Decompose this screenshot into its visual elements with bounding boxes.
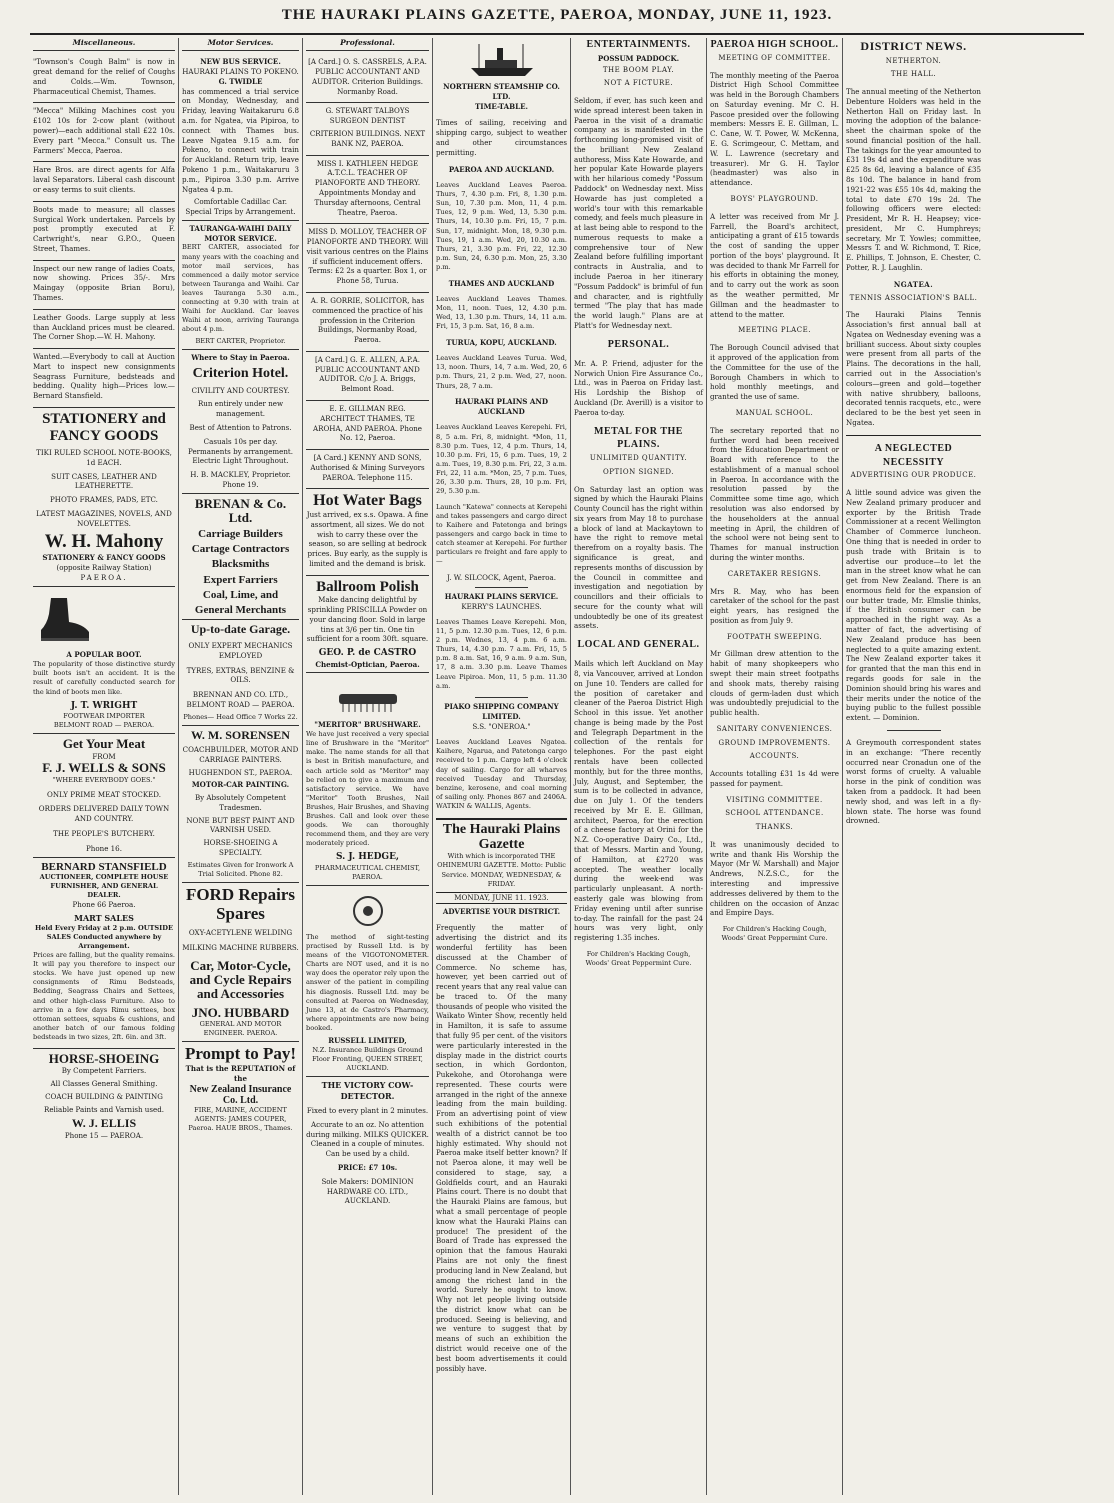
stationery-line: LATEST MAGAZINES, NOVELS, AND NOVELETTES. bbox=[36, 508, 172, 528]
route-note: Launch "Katewa" connects at Kerepehi and takes passengers and cargo direct to Kaihere and Patetonga and brings passengers and cargo back in time to catch steamer at Kerepehi. For further particulars re freight and fare apply to— bbox=[436, 502, 567, 566]
ad-nz-insurance bbox=[182, 1042, 299, 1136]
ellis-phone: Phone 15 — PAEROA. bbox=[64, 1130, 144, 1140]
column-6 bbox=[706, 38, 842, 1495]
horse-title: HORSE-SHOEING bbox=[48, 1051, 160, 1067]
column-1 bbox=[30, 38, 178, 1495]
timetable-title: TIME-TABLE. bbox=[474, 101, 528, 111]
stansfield-name: BERNARD STANSFIELD bbox=[41, 860, 167, 873]
divider bbox=[846, 435, 981, 436]
footpath-title: FOOTPATH SWEEPING. bbox=[726, 632, 823, 641]
ad-text: [A Card.] O. S. CASSRELS, A.P.A. PUBLIC ACCOUNTANT AND AUDITOR. Criterion Buildings. Normanby Road. bbox=[308, 57, 427, 96]
stansfield-phone: Phone 66 Paeroa. bbox=[72, 899, 136, 909]
ad-text: Inspect our new range of ladies Coats, now showing. Prices 35/-. Mrs Maingay (opposite Brian Boru), Thames. bbox=[33, 263, 175, 302]
bags-title: Hot Water Bags bbox=[313, 492, 422, 510]
hall-title: THE HALL. bbox=[890, 70, 937, 79]
ad-text: "Mecca" Milking Machines cost you £102 10s for 2-cow plant (without power)—each additional stall £22 10s. Every part "Mecca." Consult us. The Farmers' Mecca, Paeroa. bbox=[33, 106, 175, 155]
cadillac-text: Comfortable Cadillac Car. Special Trips by Arrangement. bbox=[185, 197, 296, 217]
masthead-rule bbox=[30, 33, 1084, 35]
ground-title: GROUND IMPROVEMENTS. bbox=[718, 738, 831, 747]
hotel-name: Criterion Hotel. bbox=[192, 366, 289, 382]
sorensen-line: By Absolutely Competent Tradesmen. bbox=[194, 793, 287, 812]
netherton-title: NETHERTON. bbox=[885, 56, 942, 65]
tennis-title: TENNIS ASSOCIATION'S BALL. bbox=[849, 293, 978, 302]
ad-text: Hare Bros. are direct agents for Alfa laval Separators. Liberal cash discount or easy terms to suit clients. bbox=[33, 165, 175, 194]
russell-name: RUSSELL LIMITED, bbox=[328, 1035, 407, 1045]
ad-sorensen bbox=[182, 726, 299, 883]
stansfield-sub: AUCTIONEER, COMPLETE HOUSE FURNISHER, AND GENERAL DEALER. bbox=[39, 872, 169, 899]
horse-line: COACH BUILDING & PAINTING bbox=[45, 1091, 163, 1101]
wells-line: ONLY PRIME MEAT STOCKED. bbox=[47, 789, 161, 799]
insurance-sub: FIRE, MARINE, ACCIDENT bbox=[194, 1105, 287, 1114]
ad-leather-goods bbox=[33, 310, 175, 349]
garage-line: Phones— Head Office 7 Works 22. bbox=[183, 712, 298, 721]
route-text: Leaves Auckland Leaves Kerepehi. Fri, 8, 5 a.m. Fri, 8, midnight. *Mon, 11, 8.30 p.m. Tues, 12, 4 p.m. Thurs, 14, 10.30 p.m. Fri, 15, 6 p.m. Tues, 19, 2 a.m. Tues, 19, 8.30 p.m. Fri, 22, 3 a.m. Fri, 22, 11 a.m. *Mon, 25, 7 p.m. Tues, 26, 3.30 p.m. Thurs, 28, 10 p.m. Fri, 29, 5.30 p.m. bbox=[436, 423, 567, 496]
caretaker-text: Mrs R. May, who has been caretaker of the school for the past eight years, has resigned the position as from July 9. bbox=[710, 586, 839, 625]
ad-bus-service bbox=[182, 54, 299, 221]
district-news-title: DISTRICT NEWS. bbox=[860, 39, 967, 53]
castro-sub: Chemist-Optician, Paeroa. bbox=[315, 659, 420, 669]
thanks-title: THANKS. bbox=[755, 823, 794, 832]
meat-from: FROM bbox=[92, 751, 116, 761]
ad-brenan bbox=[182, 494, 299, 620]
ad-maingay bbox=[33, 261, 175, 310]
hauraki-service-title: HAURAKI PLAINS SERVICE. bbox=[444, 591, 559, 601]
route-text: Leaves Auckland Leaves Turua. Wed, 13, noon. Thurs, 14, 7 a.m. Wed, 20, 6 p.m. Thurs, 21, 2 p.m. Wed, 27, noon. Thurs, 28, 7 a.m. bbox=[436, 354, 567, 390]
column-3 bbox=[302, 38, 432, 1495]
wells-line: THE PEOPLE'S BUTCHERY. bbox=[53, 829, 155, 839]
editorial-title: ADVERTISE YOUR DISTRICT. bbox=[442, 906, 561, 916]
hedge-name: S. J. HEDGE, bbox=[335, 852, 400, 863]
wells-name: F. J. WELLS & SONS bbox=[42, 760, 166, 776]
ad-text: MISS I. KATHLEEN HEDGE A.T.C.L. TEACHER OF PIANOFORTE AND THEORY. Appointments Monday and Thursday afternoons, Central Theatre, Paeroa. bbox=[314, 158, 421, 217]
horse-line: Reliable Paints and Varnish used. bbox=[43, 1104, 165, 1114]
ad-talboys bbox=[306, 103, 429, 155]
piako-title: PIAKO SHIPPING COMPANY LIMITED. bbox=[444, 702, 559, 722]
route-text: Leaves Auckland Leaves Paeroa. Thurs, 7, 4.30 p.m. Fri, 8, 1.30 p.m. Sun, 10, 7.30 p.m. Mon, 11, 4 p.m. Tues, 12, 9 p.m. Wed, 13, 5.30 p.m. Thurs, 14, 10.30 p.m. Fri, 15, 7 p.m. Sun, 17, midnight. Mon, 18, 9.30 p.m. Tues, 19, 1 a.m. Wed, 20, 10.30 a.m. Thurs, 21, 3.30 p.m. Fri, 22, 12.30 p.m. Sun, 24, 6.30 p.m. Mon, 25, 3.30 p.m. bbox=[436, 181, 567, 271]
russell-sub: N.Z. Insurance Buildings Ground Floor Fronting, QUEEN STREET, AUCKLAND. bbox=[312, 1045, 423, 1072]
wright-sub: FOOTWEAR IMPORTER bbox=[63, 712, 145, 721]
brenan-line: Cartage Contractors bbox=[191, 543, 290, 556]
victory-line: Accurate to an oz. No attention during milking. MILKS QUICKER. Cleaned in a couple of minutes. Can be used by a child. bbox=[306, 1119, 429, 1159]
ad-mecca bbox=[33, 103, 175, 162]
caretaker-title: CARETAKER RESIGNS. bbox=[727, 569, 822, 578]
section-header-miscellaneous: Miscellaneous. bbox=[33, 38, 175, 51]
silcock-agent: J. W. SILCOCK, Agent, Paeroa. bbox=[446, 573, 557, 582]
ad-text: [A Card.] G. E. ALLEN, A.P.A. PUBLIC ACCOUNTANT AND AUDITOR. C/o J. A. Briggs, Belmont Road. bbox=[315, 354, 420, 394]
entertainments-title: ENTERTAINMENTS. bbox=[586, 39, 691, 50]
garage-line: TYRES, EXTRAS, BENZINE & OILS. bbox=[186, 665, 295, 685]
ad-townson bbox=[33, 54, 175, 103]
hotel-line: Run entirely under new management. bbox=[197, 399, 284, 419]
hacking-cough-ad: For Children's Hacking Cough, Woods' Great Peppermint Cure. bbox=[721, 925, 828, 943]
mart-title: MART SALES bbox=[74, 912, 134, 923]
manual-school-title: MANUAL SCHOOL. bbox=[735, 408, 814, 417]
garage-title: Up-to-date Garage. bbox=[190, 621, 291, 636]
mahony-town: PAEROA. bbox=[80, 572, 128, 582]
hotel-line: Casuals 10s per day. Permanents by arrangement. Electric Light Throughout. bbox=[187, 436, 294, 466]
sorensen-line: Estimates Given for Ironwork A Trial Solicited. Phone 82. bbox=[187, 860, 294, 878]
kerrys-title: KERRY'S LAUNCHES. bbox=[461, 601, 542, 611]
horse-line: All Classes General Smithing. bbox=[50, 1079, 158, 1089]
ad-wright-boot bbox=[33, 587, 175, 735]
possum-sub: THE BOOM PLAY. bbox=[602, 65, 675, 74]
ad-victory-cow-detector bbox=[306, 1077, 429, 1209]
personal-title: PERSONAL. bbox=[607, 338, 670, 350]
ad-cassrels bbox=[306, 54, 429, 103]
ad-gillman bbox=[306, 401, 429, 450]
route-title: HAURAKI PLAINS AND AUCKLAND bbox=[454, 397, 549, 417]
ad-meritor bbox=[306, 673, 429, 886]
mahony-address: (opposite Railway Station) bbox=[56, 563, 152, 573]
ad-text: "Townson's Cough Balm" is now in great demand for the relief of Coughs and Colds.—Wm. Townson, Pharmaceutical Chemist, Thames. bbox=[33, 57, 175, 96]
ad-gorrie bbox=[306, 293, 429, 352]
column-5 bbox=[570, 38, 706, 1495]
steamship-icon bbox=[467, 40, 537, 80]
insurance-name: New Zealand Insurance Co. Ltd. bbox=[189, 1083, 292, 1106]
sorensen-line: COACHBUILDER, MOTOR AND CARRIAGE PAINTERS. bbox=[182, 744, 299, 764]
meeting-place-title: MEETING PLACE. bbox=[738, 326, 811, 335]
attendance-title: SCHOOL ATTENDANCE. bbox=[725, 809, 824, 818]
ad-russell-vigotonometer bbox=[306, 886, 429, 1077]
ad-text: Wanted.—Everybody to call at Auction Mart to inspect new consignments Seagrass Furniture, bedsteads and bedding. Quality high—Prices low.—Bernard Stansfield. bbox=[33, 352, 175, 401]
boys-playground-title: BOYS' PLAYGROUND. bbox=[730, 195, 819, 204]
ad-criterion-hotel bbox=[182, 350, 299, 493]
possum-paddock-title: POSSUM PADDOCK. bbox=[597, 53, 680, 63]
ad-kenny bbox=[306, 450, 429, 489]
route-title: THAMES AND AUCKLAND bbox=[448, 278, 555, 288]
greymouth-text: A Greymouth correspondent states in an exchange: "There recently occurred near Cronadun one of the worst forms of cruelty. A valuable horse in the pink of condition was taken from a paddock. It had been newly shod, and was left in a fly-blown state. The horse was found drowned. bbox=[846, 738, 981, 826]
wells-slogan: "WHERE EVERYBODY GOES." bbox=[52, 775, 156, 784]
gazette-title: The Hauraki Plains Gazette bbox=[442, 821, 561, 852]
hubbard-name: JNO. HUBBARD bbox=[191, 1004, 290, 1020]
brenan-line: Blacksmiths bbox=[211, 558, 270, 571]
column-4 bbox=[432, 38, 570, 1495]
ad-molloy bbox=[306, 224, 429, 293]
divider bbox=[475, 587, 527, 588]
mart-body: Prices are falling, but the quality remains. It will pay you therefore to inspect our stocks. We have just opened up new consignments of Rimu Bedsteads, Bedding, Seagrass Chairs and Settees, and other high-class Furniture. Also to arrive in a few days Rimu settees, box ottoman settees, squabs & cushions, and another batch of our famous folding bedsteads in two sizes, 2ft. 6in. and 3ft. bbox=[33, 951, 175, 1041]
ad-text: G. STEWART TALBOYS SURGEON DENTIST bbox=[325, 106, 410, 126]
victory-title: THE VICTORY COW-DETECTOR. bbox=[321, 1080, 414, 1102]
boot-icon bbox=[33, 594, 93, 644]
sorensen-name: W. M. SORENSEN bbox=[191, 727, 290, 742]
hotel-line: Best of Attention to Patrons. bbox=[189, 422, 292, 432]
brenan-line: Carriage Builders bbox=[198, 528, 283, 541]
high-school-title: PAEROA HIGH SCHOOL. bbox=[710, 39, 839, 50]
visiting-title: VISITING COMMITTEE. bbox=[726, 795, 823, 804]
victory-line: Fixed to every plant in 2 minutes. bbox=[306, 1106, 429, 1116]
kerrys-text: Leaves Thames Leave Kerepehi. Mon, 11, 5 p.m. 12.30 p.m. Tues, 12, 6 p.m. 2 p.m. Wednes, 13, 4 p.m. 6 a.m. Thurs, 14, 4.30 p.m. 7 a.m. Fri, 15, 5 p.m. 8 a.m. Sat, 16, 9 a.m. 9 a.m. Sun, 17, 8 a.m. 3.30 p.m. Leave Thames Leave Pipiroa. Mon, 11, 5 p.m. 11.30 a.m. bbox=[436, 617, 567, 690]
ad-text: Leather Goods. Large supply at less than Auckland prices must be cleared. The Corner Shop.—W. H. Mahony. bbox=[33, 312, 175, 342]
high-school-sub: MEETING OF COMMITTEE. bbox=[718, 53, 831, 62]
ad-text: [A Card.] KENNY AND SONS, Authorised & Mining Surveyors PAEROA. Telephone 115. bbox=[310, 453, 425, 482]
ad-cartwright bbox=[33, 202, 175, 261]
ad-allen bbox=[306, 352, 429, 401]
bus-text: has commenced a trial service on Monday, Wednesday, and Friday, leaving Waitakaruru 6.8 a.m. for Ngatea, via Pipiroa, to connect with Thames bus. Leave Ngatea 9.15 a.m. for Pokeno, to connect with train for Auckland. Return trip, leave Pokeno 1 p.m., Waitakaruru 3 p.m., Pipiroa 3.30 p.m. Arrive Ngatea 4 p.m. bbox=[182, 86, 299, 194]
ford-line: MILKING MACHINE RUBBERS. bbox=[182, 943, 299, 953]
tauranga-title: TAURANGA-WAIHI DAILY MOTOR SERVICE. bbox=[189, 223, 292, 243]
hubbard-sub: GENERAL AND MOTOR ENGINEER. PAEROA. bbox=[199, 1020, 282, 1038]
stationery-line: PHOTO FRAMES, PADS, ETC. bbox=[50, 495, 158, 505]
route-text: Leaves Auckland Leaves Thames. Mon, 11, noon. Tues, 12, 4.30 p.m. Wed, 13, 1.30 p.m. Thurs, 14, 11 a.m. Fri, 15, 3 p.m. Sat, 16, 8 a.m. bbox=[436, 294, 567, 331]
ad-wells-butchery bbox=[33, 734, 175, 857]
ad-garage bbox=[182, 620, 299, 726]
accounts-text: Accounts totalling £31 1s 4d were passed for payment. bbox=[710, 769, 839, 788]
hacking-cough-ad: For Children's Hacking Cough, Woods' Great Peppermint Cure. bbox=[585, 949, 692, 968]
garage-line: BELMONT ROAD — PAEROA. bbox=[186, 699, 295, 709]
timetable-intro: Times of sailing, receiving and shipping cargo, subject to weather and other circumstances permitting. bbox=[436, 118, 567, 157]
thanks-text: It was unanimously decided to write and thank His Worship the Mayor (Mr W. Marshall) and Major Andrews, N.Z.S.C., for the interesting and impressive addresses delivered by them to the children on the occasion of Anzac and Empire Days. bbox=[710, 839, 839, 918]
sorensen-line: HUGHENDON ST., PAEROA. bbox=[188, 767, 293, 777]
local-general-text: Mails which left Auckland on May 8, via Vancouver, arrived at London on June 10. Tenders are called for the position of caretaker and cleaner of the Paeroa District High School in this issue. Yet another change is being made by the Post and Telegraph Department in the collection of the rentals for telephones. For the past eight rentals have been collected monthly, but for the three months, July, August, and September, the sum is to be collected in advance, due on July 1. Of the tenders received by Mr E. E. Gillman, architect, Paeroa, for the erection of a cheese factory at Orini for the N.Z. Co-operative Dairy Co., Ltd., that of Messrs. Martin and Young, of Hamilton, at £2720 was accepted. The weather locally during the week-end was particularly unpleasant. A north-easterly gale was blowing from Friday evening until after sunrise to-day. The rainfall for the past 24 hours was very light, only registering 1.35 inches. bbox=[574, 659, 703, 943]
ngatea-title: NGATEA. bbox=[893, 279, 934, 289]
hotel-owner: H. B. MACKLEY, Proprietor. Phone 19. bbox=[190, 470, 291, 489]
vigotonometer-text: The method of sight-testing practised by Russell Ltd. is by means of the VIGOTONOMETER. Charts are NOT used, and it is no way does the operator rely upon the answer of the patient in compiling his diagnosis. Russell Ltd. may be consulted at Paeroa on Wednesday, June 13, at de Castro's Pharmacy, where appointments are now being booked. bbox=[306, 932, 429, 1032]
gazette-sub: With which is incorporated THE OHINEMURI GAZETTE. Motto: Public Service. MONDAY, WEDNESDAY, & FRIDAY. bbox=[437, 852, 566, 888]
wells-line: Phone 16. bbox=[86, 843, 122, 853]
tennis-text: The Hauraki Plains Tennis Association's first annual ball at Ngatea on Wednesday evening was a brilliant success. About sixty couples were present from all parts of the Plains. The decorations in the hall, carried out in the Association's colours—green and gold—together with native shrubbery, balloons, decorated tennis racquets, etc., were declared to be the best yet seen in Ngatea. bbox=[846, 310, 981, 427]
ad-hedge-teacher bbox=[306, 156, 429, 225]
wright-name: J. T. WRIGHT bbox=[70, 700, 138, 711]
castro-name: GEO. P. de CASTRO bbox=[318, 648, 417, 659]
ad-ballroom-polish bbox=[306, 576, 429, 674]
stay-title: Where to Stay in Paeroa. bbox=[191, 353, 290, 363]
sorensen-line: HORSE-SHOEING A SPECIALTY. bbox=[203, 838, 278, 857]
victory-line: PRICE: £7 10s. bbox=[337, 1163, 398, 1172]
insurance-agents: AGENTS: JAMES COUPER, Paeroa. HAUE BROS., Thames. bbox=[188, 1114, 293, 1132]
ad-text: A. R. GORRIE, SOLICITOR, has commenced the practice of his profession in the Criterion Buildings, Normanby Road, Paeroa. bbox=[310, 295, 425, 345]
divider bbox=[436, 818, 567, 820]
stationery-line: TIKI RULED SCHOOL NOTE-BOOKS, 1d EACH. bbox=[36, 448, 172, 467]
necessity-sub: ADVERTISING OUR PRODUCE. bbox=[850, 471, 977, 480]
meat-title: Get Your Meat bbox=[62, 736, 146, 752]
section-header-motor-services: Motor Services. bbox=[182, 38, 299, 51]
divider bbox=[475, 697, 527, 698]
ad-text: E. E. GILLMAN REG. ARCHITECT THAMES, TE AROHA, AND PAEROA. Phone No. 12, Paeroa. bbox=[313, 404, 422, 443]
brenan-line: Coal, Lime, and bbox=[202, 588, 279, 601]
hall-text: The annual meeting of the Netherton Debenture Holders was held in the Netherton Hall on Friday last. In moving the adoption of the balance-sheet the chairman spoke of the sound financial position of the hall. The takings for the year amounted to £31 19s 4d and the expenditure was £25 8s 6d, leaving a balance of £35 8s 10d. The balance in hand from 1921-22 was £55 10s 4d, making the total to date £70 19s 2d. The following officers were elected: President, Mr R. H. Heapsey; vice-president, Mr C. Humphreys; secretary, Mr T. Yowles; committee, Messrs T. and W. Richmond, T. Rice, E. Phillips, T. Johnson, E. Chester, C. Potter, R. J. Laughlin. bbox=[846, 86, 981, 273]
hedge-sub: PHARMACEUTICAL CHEMIST, PAEROA. bbox=[314, 863, 421, 881]
meritor-title: "MERITOR" BRUSHWARE. bbox=[314, 720, 421, 730]
local-general-title: LOCAL AND GENERAL. bbox=[577, 639, 700, 651]
ellis-name: W. J. ELLIS bbox=[71, 1116, 137, 1131]
sorensen-line: NONE BUT BEST PAINT AND VARNISH USED. bbox=[186, 815, 295, 835]
polish-text: Make dancing delightful by sprinkling PRISCILLA Powder on your dancing floor. Sold in large tins at 3/6 per tin. One tin sufficient for a room 30ft. square. bbox=[306, 595, 429, 644]
page-masthead: THE HAURAKI PLAINS GAZETTE, PAEROA, MONDAY, JUNE 11, 1923. bbox=[281, 7, 833, 23]
boot-title: A POPULAR BOOT. bbox=[66, 650, 142, 660]
ad-horse-shoeing bbox=[33, 1049, 175, 1143]
brenan-name: BRENAN & Co. Ltd. bbox=[194, 495, 287, 525]
tauranga-text: BERT CARTER, associated for many years with the coaching and motor mail services, has commenced a daily motor service between Tauranga and Waihi. Car leaves Tauranga 5.30 a.m., connecting at 9.30 with train at Waihi for Auckland. Car leaves Waihi at noon, arriving Tauranga about 4 p.m. bbox=[182, 243, 299, 334]
high-school-text: The monthly meeting of the Paeroa District High School Committee was held in the Borough Chambers on Saturday evening. Mr C. H. Pascoe presided over the following members: Messrs E. E. Gillman, L. C. Cane, W. T. Power, W. McKenna, E. G. Scrimgeour, C. Mettam, and W. L. Lawrence (secretary and treasurer). Mr G. H. Taylor (headmaster) was also in attendance. bbox=[710, 70, 839, 188]
polish-title: Ballroom Polish bbox=[316, 578, 419, 595]
prompt-title: Prompt to Pay! bbox=[184, 1044, 297, 1064]
editorial-text: Frequently the matter of advertising the district and its wonderful fertility has been discussed at the Chamber of Commerce. No scheme has, however, yet been carried out of recent years that any real value can be traced to. Of the many thousands of people who visited the Waikato Winter Show, recently held in Hamilton, it is safe to assume that fully 95 per cent. of the visitors were particularly interested in the display made in the district courts section, in which Gordonton, Pukekohe, and Otorohanga were represented. These courts were arranged in the right of the annexe leading from the main building. From an advertising point of view such exhibitions of the potential wealth of a district cannot be too highly estimated. Why should not Paeroa make itself better known? If not Paeroa alone, it may well be considered to stage, say, a Goldfields court, and an Hauraki Plains court. There is no doubt that the Hauraki Plains are famous, but what a small percentage of people know what the Hauraki Plains can produce! The president of the Board of Trade has expressed the opinion that the famous Hauraki Plains are not only the finest producing land in New Zealand, but among the richest land in the world. Surely he ought to know. Why not let people living outside the district know what can be produced. Seeing is believing, and we venture to suggest that by means of such an exhibition the district would receive one of the best boom advertisements it could possibly have. bbox=[436, 923, 567, 1373]
bus-title: NEW BUS SERVICE. bbox=[200, 57, 281, 67]
mahony-name: W. H. Mahony bbox=[44, 531, 164, 553]
ad-stationery bbox=[33, 408, 175, 587]
entertainment-text: Seldom, if ever, has such keen and wide spread interest been taken in Paeroa in the visit of a dramatic company as is manifested in the forthcoming long-promised visit of the brilliant New Zealand authoress, Miss Kate Howarde, and her popular Kate Howarde players with her hilarious comedy "Possum Paddock" on Wednesday next. Miss Howarde has just completed a world's tour with this remarkable comedy, and feels much pleasure in at last being able to respond to the numerous requests to make a comprehensive tour of New Zealand before fulfilling important contracts in Australia, and to include Paeroa in her itinerary "Possum Paddock" is brimful of fun and character, and is rightfully termed "The play that has made the world laugh." Plans are at Platt's for Wednesday next. bbox=[574, 95, 703, 330]
ad-text: MISS D. MOLLOY, TEACHER OF PIANOFORTE AND THEORY. Will visit various centres on the Plains if sufficient inducement offers. Terms: £2 2s a quarter. Box 1, or Phone 58, Turua. bbox=[306, 227, 429, 286]
mart-text: Held Every Friday at 2 p.m. OUTSIDE SALES Conducted anywhere by Arrangement. bbox=[34, 923, 173, 950]
garage-line: BRENNAN AND CO. LTD., bbox=[192, 690, 289, 700]
metal-title: METAL FOR THE PLAINS. bbox=[594, 425, 683, 451]
tauranga-owner: BERT CARTER, Proprietor. bbox=[195, 337, 286, 346]
boys-playground-text: A letter was received from Mr J. Farrell, the Board's architect, anticipating a grant of £15 towards the cost of sanding the upper portion of the boys' playground. It was decided to thank Mr Farrell for his efforts in obtaining the money, and to carry out the work as soon as the weather permitted, Mr Gillman and the headmaster to attend to the matter. bbox=[710, 211, 839, 319]
meeting-place-text: The Borough Council advised that it approved of the application from the Committee for the use of the Borough Chambers in which to hold monthly meetings, and granted the use of same. bbox=[710, 343, 839, 402]
garage-line: ONLY EXPERT MECHANICS EMPLOYED bbox=[188, 640, 293, 660]
piako-sub: S.S. "ONEROA." bbox=[472, 721, 531, 731]
mahony-sub: STATIONERY & FANCY GOODS bbox=[42, 553, 166, 563]
ad-text: CRITERION BUILDINGS. NEXT BANK NZ, PAEROA. bbox=[309, 129, 426, 148]
hotel-line: CIVILITY AND COURTESY. bbox=[191, 385, 290, 395]
wells-line: ORDERS DELIVERED DAILY TOWN AND COUNTRY. bbox=[38, 804, 170, 824]
accounts-title: ACCOUNTS. bbox=[749, 752, 800, 761]
wright-address: BELMONT ROAD — PAEROA. bbox=[53, 721, 155, 730]
sanitary-title: SANITARY CONVENIENCES. bbox=[716, 725, 833, 734]
ford-line: OXY-ACETYLENE WELDING bbox=[188, 928, 293, 938]
stationery-line: SUIT CASES, LEATHER AND LEATHERETTE. bbox=[51, 471, 157, 491]
metal-sub: UNLIMITED QUANTITY. bbox=[589, 454, 688, 463]
boot-text: The popularity of those distinctive sturdy built boots isn't an accident. It is the result of carefully conducted search for the kind of boots men like. bbox=[33, 660, 175, 696]
necessity-text: A little sound advice was given the New Zealand primary producer and exporter by the British Trade Commissioner at a recent Wellington Chamber of Commerce luncheon. One thing that is needed in order to push trade with Britain is to advertise our produce—to let the man in the street know what he can get from New Zealand. There is an enormous field for the expansion of our butter trade, Mr. Elmslie thinks, if the British consumer can be approached in the right way. As a matter of fact, the advertising of New Zealand produce has been neglected to a quite amazing extent. The New Zealand exporter takes it for granted that the man this end in regards goods for sale in the Dominion should bring his wares and their merits under the notice of the buying public to the fullest possible extent. — Dominion. bbox=[846, 488, 981, 723]
possum-sub: NOT A FICTURE. bbox=[603, 79, 674, 88]
piako-text: Leaves Auckland Leaves Ngatea. Kaihere, Ngarua, and Patetonga cargo received to 1 p.m. Cargo left 4 o'clock day of sailing. Cargo for all wharves received Tuesday and Thursday, benzine, kerosene, and coal morning of sailing only. Phones 867 and 2406A. WATKIN & WALLIS, Agents. bbox=[436, 738, 567, 810]
bags-text: Just arrived, ex s.s. Opawa. A fine assortment, all sizes. We do not wish to carry these over the season, so are selling at bedrock prices. Buy early, as the supply is limited and the demand is brisk. bbox=[306, 510, 429, 568]
ad-ford bbox=[182, 883, 299, 1042]
bus-sub: HAURAKI PLAINS TO POKENO. bbox=[182, 67, 299, 77]
column-2 bbox=[178, 38, 302, 1495]
bus-owner: G. TWIDLE bbox=[218, 76, 263, 86]
ad-hare-bros bbox=[33, 162, 175, 201]
sorensen-line: MOTOR-CAR PAINTING. bbox=[191, 780, 290, 790]
shipping-title: NORTHERN STEAMSHIP CO. LTD. bbox=[443, 82, 560, 101]
ad-stansfield bbox=[33, 858, 175, 1049]
ad-hot-water-bags bbox=[306, 489, 429, 575]
victory-line: Sole Makers: DOMINION HARDWARE CO. LTD., AUCKLAND. bbox=[321, 1176, 414, 1206]
prompt-text: That is the REPUTATION of the bbox=[185, 1063, 296, 1083]
personal-text: Mr. A. P. Friend, adjuster for the Norwich Union Fire Assurance Co., Ltd., was in Paeroa on Friday last. His Lordship the Bishop of Auckland (Dr. Averill) is a visitor to Paeroa to-day. bbox=[574, 358, 703, 417]
meritor-text: We have just received a very special line of Brushware in the "Meritor" make. The name stands for all that is best in British manufacture, and each article sold as "Meritor" may be relied on to give a maximum and satisfactory service. We have "Meritor" Tooth Brushes, Nail Brushes, Hair Brushes, and Shaving Brushes. Call and look over these goods. We can thoroughly recommend them, and they are very moderately priced. bbox=[306, 730, 429, 848]
date-line: MONDAY, JUNE 11. 1923. bbox=[436, 892, 567, 904]
route-title: TURUA, KOPU, AUCKLAND. bbox=[446, 337, 557, 347]
eye-testing-illustration-icon bbox=[338, 893, 398, 929]
horse-sub: By Competent Farriers. bbox=[61, 1066, 147, 1076]
ad-text: Boots made to measure; all classes Surgical Work undertaken. Parcels by post promptly executed at F. Cartwright's, near G.P.O., Queen Street, Thames. bbox=[33, 204, 175, 253]
brenan-line: General Merchants bbox=[194, 603, 287, 616]
brushes-illustration-icon bbox=[333, 678, 403, 718]
route-title: PAEROA AND AUCKLAND. bbox=[448, 164, 555, 174]
metal-sub: OPTION SIGNED. bbox=[603, 467, 674, 476]
car-repairs-title: Car, Motor-Cycle, and Cycle Repairs and Accessories bbox=[189, 957, 292, 1002]
ad-tauranga-waihi bbox=[182, 221, 299, 351]
footpath-text: Mr Gillman drew attention to the habit of many shopkeepers who swept their main street footpaths and shook mats, thereby raising clouds of germ-laden dust which was undoubtedly prejudicial to the public health. bbox=[710, 649, 839, 718]
manual-school-text: The secretary reported that no further word had been received from the Education Department or Board with reference to the establishment of a manual school in Paeroa. In accordance with the resolution passed by the Committee some time ago, which resolution was also endorsed by the householders at the annual meeting in April, the children of the school were not being sent to Thames for manual instruction during the winter months. bbox=[710, 425, 839, 562]
metal-text: On Saturday last an option was signed by which the Hauraki Plains County Council has the right within six years from May 18 to purchase a block of land at Mackaytown to have the right to remove metal therefrom on a royalty basis. The significance is great, and represents months of discussion by the Council in committee and investigation and negotiation by councillors and their officials to secure for the county what will undoubtedly be one of its greatest assets. bbox=[574, 484, 703, 631]
column-7 bbox=[842, 38, 984, 1495]
brenan-line: Expert Farriers bbox=[203, 573, 278, 586]
ford-title: FORD Repairs Spares bbox=[185, 884, 296, 923]
section-header-professional: Professional. bbox=[306, 38, 429, 51]
divider bbox=[887, 730, 941, 731]
stationery-title: STATIONERY and FANCY GOODS bbox=[42, 411, 166, 444]
ad-auction-mart bbox=[33, 349, 175, 408]
necessity-title: A NEGLECTED NECESSITY bbox=[874, 442, 953, 468]
